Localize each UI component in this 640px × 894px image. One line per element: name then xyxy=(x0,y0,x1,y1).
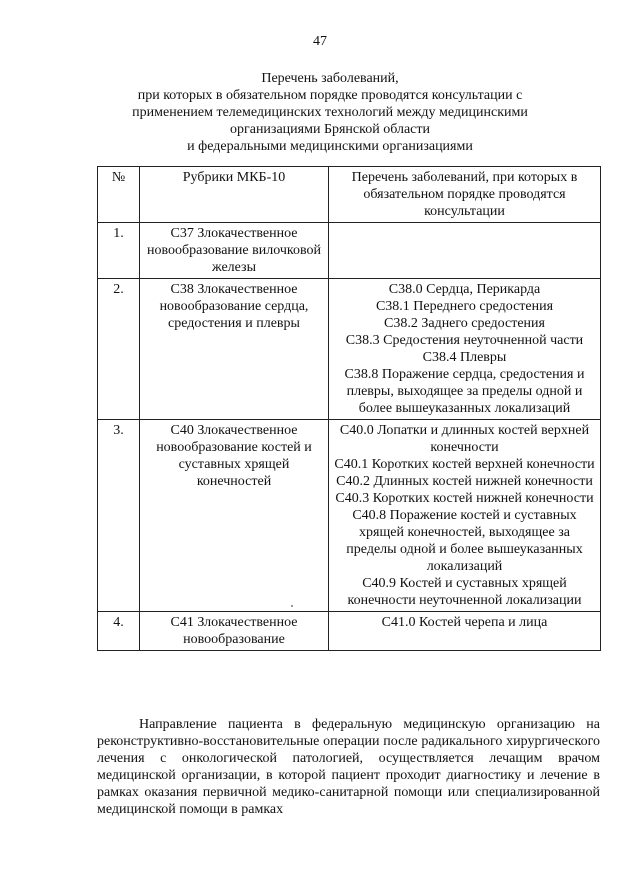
page-number: 47 xyxy=(313,34,327,49)
disease-item: С38.4 Плевры xyxy=(422,350,507,365)
row-rubric: С40 Злокачественное новообразование костей и суставных хрящей конечностей xyxy=(140,420,329,612)
row-diseases xyxy=(329,223,601,279)
body-paragraph xyxy=(97,716,600,818)
title-line: Перечень заболеваний, xyxy=(261,71,399,86)
disease-item: С40.8 Поражение костей и суставных хрящей конечностей, выходящее за пределы одной и более вышеуказанных локализаций xyxy=(346,508,583,574)
row-number: 3. xyxy=(98,420,140,612)
title-line: и федеральными медицинскими организациями xyxy=(187,139,473,154)
title-line: применением телемедицинских технологий между медицинскими xyxy=(132,105,528,120)
paragraph-text: Направление пациента в федеральную медицинскую организацию на реконструктивно-восстановительные операции после радикального хирургического лечения с онкологической патологией, осуществляется лечащим врачом медицинской организации, в которой пациент проходит диагностику и лечение в рамках оказания первичной медико-санитарной помощи или специализированной медицинской помощи в рамках xyxy=(97,717,600,817)
scan-speck xyxy=(291,605,293,607)
header-number: № xyxy=(98,167,140,223)
table-row xyxy=(98,420,601,612)
disease-item: С40.9 Костей и суставных хрящей конечности неуточненной локализации xyxy=(347,576,582,608)
table-row xyxy=(98,612,601,651)
row-rubric: С37 Злокачественное новообразование вилочковой железы xyxy=(140,223,329,279)
disease-item: С41.0 Костей черепа и лица xyxy=(381,615,548,630)
row-diseases xyxy=(329,420,601,612)
row-diseases xyxy=(329,612,601,651)
disease-item: С38.3 Средостения неуточненной части xyxy=(345,333,584,348)
disease-item: С38.8 Поражение сердца, средостения и плевры, выходящее за пределы одной и более вышеуказанных локализаций xyxy=(344,367,585,416)
diseases-table xyxy=(97,166,601,651)
disease-item: С40.3 Коротких костей нижней конечности xyxy=(335,491,594,506)
table-row xyxy=(98,223,601,279)
table-header-row xyxy=(98,167,601,223)
table-row xyxy=(98,279,601,420)
row-number: 2. xyxy=(98,279,140,420)
disease-item: С40.1 Коротких костей верхней конечности xyxy=(334,457,595,472)
header-diseases: Перечень заболеваний, при которых в обязательном порядке проводятся консультации xyxy=(329,167,601,223)
disease-item: С38.1 Переднего средостения xyxy=(375,299,554,314)
disease-item: С40.0 Лопатки и длинных костей верхней конечности xyxy=(339,423,590,455)
row-number: 4. xyxy=(98,612,140,651)
disease-item: С38.2 Заднего средостения xyxy=(384,316,545,331)
row-rubric: С38 Злокачественное новообразование сердца, средостения и плевры xyxy=(140,279,329,420)
disease-item: С38.0 Сердца, Перикарда xyxy=(388,282,541,297)
title-line: при которых в обязательном порядке проводятся консультации с xyxy=(137,88,523,103)
document-title xyxy=(70,70,590,155)
header-rubric: Рубрики МКБ-10 xyxy=(140,167,329,223)
disease-item: С40.2 Длинных костей нижней конечности xyxy=(336,474,593,489)
row-rubric: С41 Злокачественное новообразование xyxy=(140,612,329,651)
title-line: организациями Брянской области xyxy=(229,122,431,137)
row-diseases xyxy=(329,279,601,420)
row-number: 1. xyxy=(98,223,140,279)
